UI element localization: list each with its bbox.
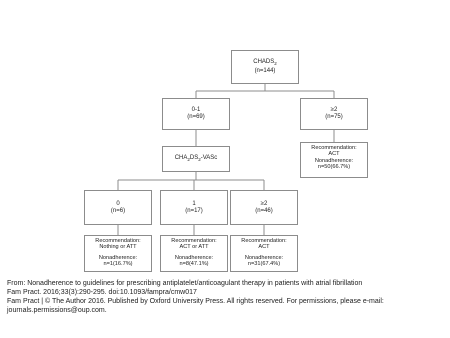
recommendation-vasc-ge2 bbox=[230, 235, 298, 272]
cha-sub1: 2 bbox=[187, 157, 190, 163]
c2-count: (n=46) bbox=[255, 207, 273, 214]
rec2-value: ACT bbox=[258, 244, 270, 251]
root-subscript: 2 bbox=[274, 61, 277, 67]
right-label: ≥2 bbox=[330, 107, 338, 113]
cha-label-pre: CHA bbox=[174, 154, 188, 161]
node-vasc-0 bbox=[84, 190, 152, 225]
footer-source: From: Nonadherence to guidelines for prescribing antiplatelet/anticoagulant therapy in patients with atrial fibrillation bbox=[7, 280, 363, 287]
c0-count: (n=6) bbox=[110, 207, 126, 214]
recommendation-right bbox=[300, 142, 368, 178]
node-chads2-root bbox=[231, 50, 299, 84]
root-count: (n=144) bbox=[254, 67, 276, 74]
left-label: 0-1 bbox=[191, 107, 201, 113]
rec1-heading: Recommendation: bbox=[171, 238, 217, 244]
node-score-0-1 bbox=[162, 98, 230, 130]
right-count: (n=75) bbox=[325, 114, 343, 120]
rec2-heading: Recommendation: bbox=[241, 238, 287, 244]
node-vasc-1 bbox=[160, 190, 228, 225]
node-vasc-ge2 bbox=[230, 190, 298, 225]
footer-citation: Fam Pract. 2016;33(3):290-295. doi:10.1093/fampra/cmw017 bbox=[7, 289, 197, 296]
rec-right-nonadherence-value: n=50(66.7%) bbox=[317, 164, 351, 171]
rec-right-nonadherence-label: Nonadherence: bbox=[314, 157, 354, 164]
rec-right-value: ACT bbox=[328, 151, 340, 158]
recommendation-vasc-0 bbox=[84, 235, 152, 272]
rec0-nonadherence-label: Nonadherence: bbox=[98, 254, 138, 261]
rec1-value: ACT or ATT bbox=[179, 244, 209, 251]
rec0-heading: Recommendation: bbox=[95, 238, 141, 244]
c1-label: 1 bbox=[192, 200, 196, 207]
footer-copyright: Fam Pract | © The Author 2016. Published by Oxford University Press. All rights reserved. For permissions, please e-mail: journals.permissions@oup.com. bbox=[7, 298, 384, 314]
c2-label: ≥2 bbox=[260, 200, 268, 207]
cha-label-post: -VASc bbox=[200, 154, 218, 161]
left-count: (n=69) bbox=[187, 114, 205, 120]
node-cha2ds2-vasc bbox=[162, 146, 230, 172]
citation-footer bbox=[7, 279, 445, 315]
rec-right-heading: Recommendation: bbox=[311, 145, 357, 151]
root-label: CHADS bbox=[253, 59, 275, 66]
cha-label-mid: DS bbox=[189, 154, 199, 161]
rec1-nonadherence-label: Nonadherence: bbox=[174, 254, 214, 261]
c1-count: (n=17) bbox=[185, 207, 203, 214]
rec0-value: Nothing or ATT bbox=[99, 244, 137, 251]
recommendation-vasc-1 bbox=[160, 235, 228, 272]
cha-sub2: 2 bbox=[198, 157, 201, 163]
rec2-nonadherence-label: Nonadherence: bbox=[244, 254, 284, 261]
rec0-nonadherence-value: n=1(16.7%) bbox=[103, 261, 133, 268]
node-score-ge2 bbox=[300, 98, 368, 130]
rec1-nonadherence-value: n=8(47.1%) bbox=[179, 261, 209, 268]
rec2-nonadherence-value: n=31(67.4%) bbox=[247, 261, 281, 268]
c0-label: 0 bbox=[116, 200, 120, 207]
